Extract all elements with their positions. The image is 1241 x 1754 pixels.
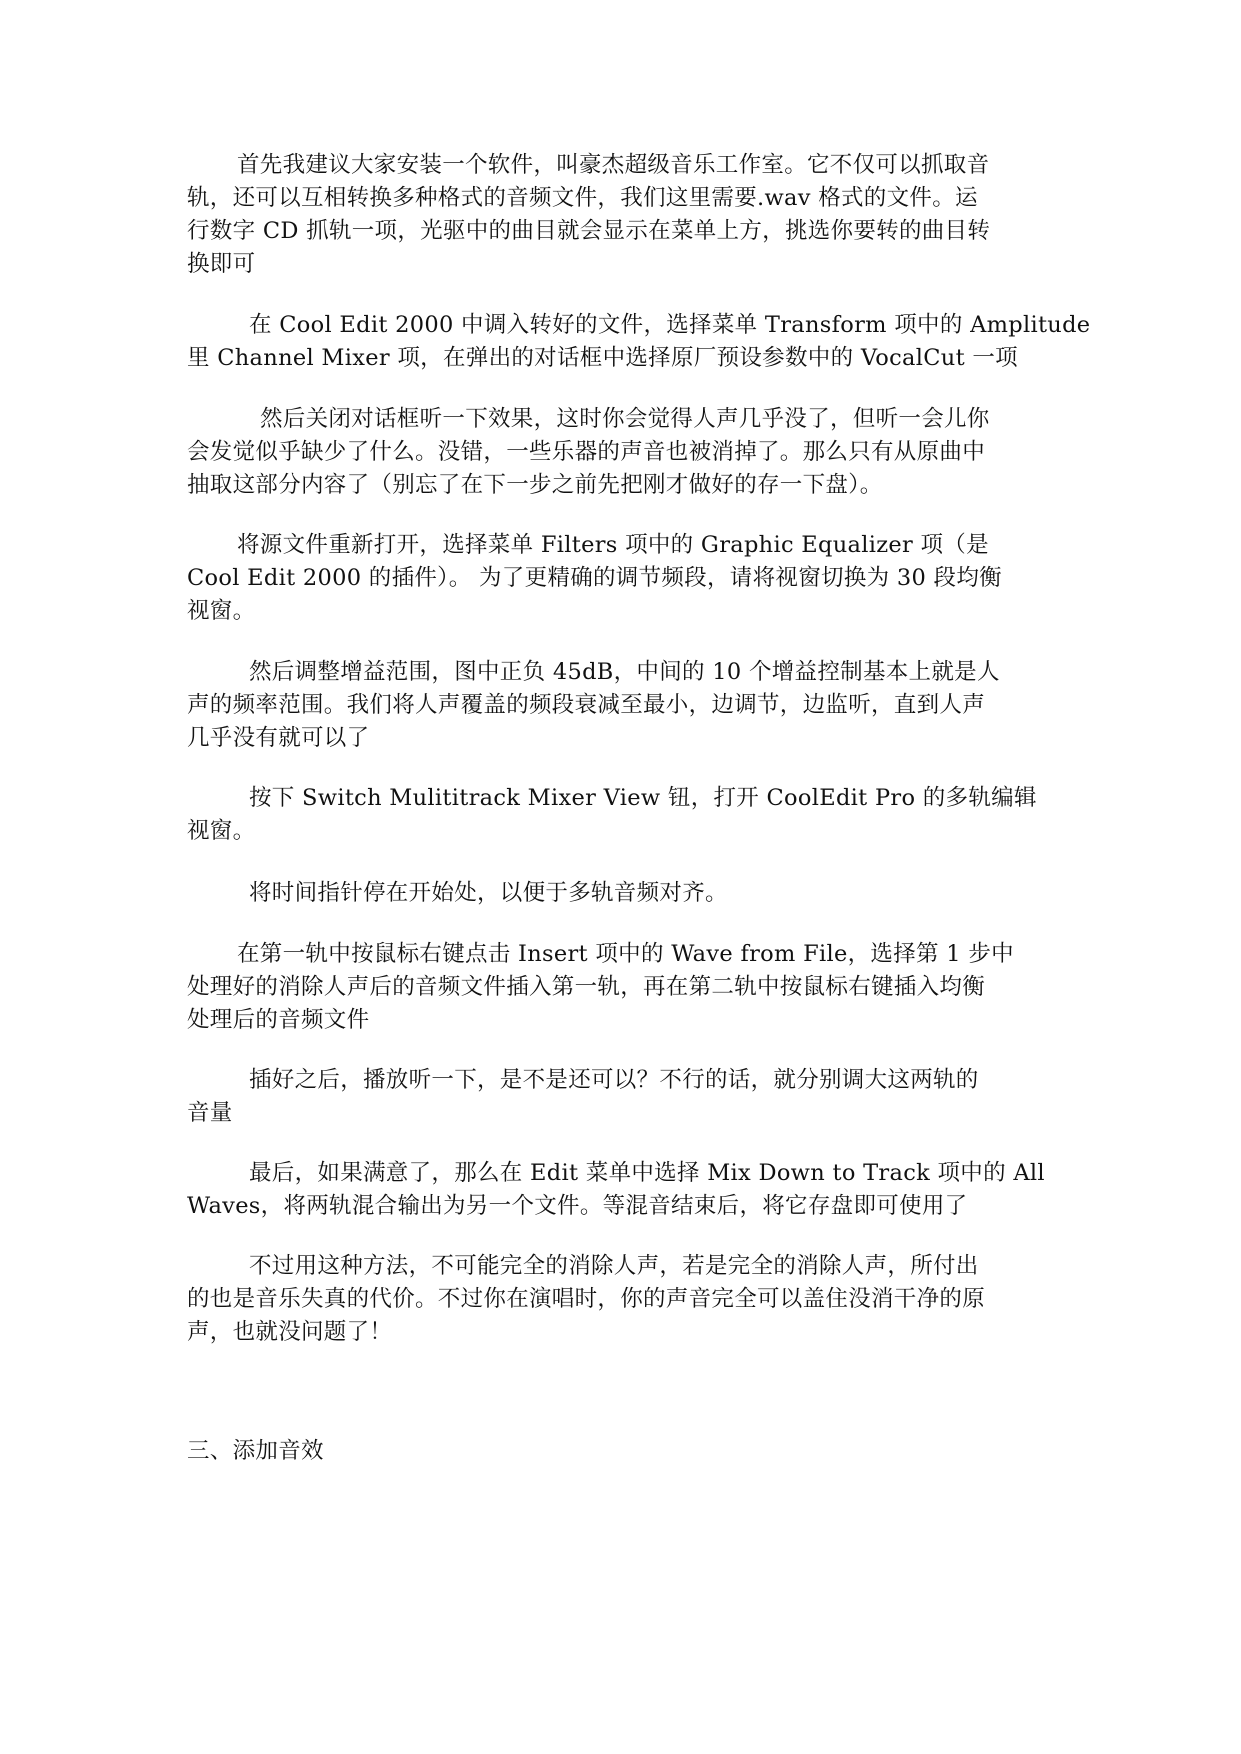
text-line: Waves，将两轨混合输出为另一个文件。等混音结束后，将它存盘即可使用了 — [187, 1193, 968, 1219]
paragraph-install-software — [187, 149, 1087, 281]
text-line: 声的频率范围。我们将人声覆盖的频段衰减至最小，边调节，边监听，直到人声 — [187, 692, 986, 718]
text-line: 音量 — [187, 1100, 233, 1126]
text-line: 不过用这种方法，不可能完全的消除人声，若是完全的消除人声，所付出 — [249, 1253, 979, 1279]
text-line: 最后，如果满意了，那么在 Edit 菜单中选择 Mix Down to Track 项中的 All — [249, 1160, 1045, 1186]
text-line: 处理后的音频文件 — [187, 1007, 370, 1033]
paragraph-close-dialog — [187, 403, 1087, 502]
paragraph-playback — [187, 1064, 1087, 1130]
text-line: 声，也就没问题了！ — [187, 1319, 393, 1345]
text-line: 轨，还可以互相转换多种格式的音频文件，我们这里需要.wav 格式的文件。运 — [187, 185, 978, 211]
text-line: 将时间指针停在开始处，以便于多轨音频对齐。 — [249, 880, 728, 906]
text-line: 抽取这部分内容了（别忘了在下一步之前先把刚才做好的存一下盘）。 — [187, 472, 883, 498]
paragraph-multitrack-view — [187, 782, 1087, 848]
text-line: 然后调整增益范围，图中正负 45dB，中间的 10 个增益控制基本上就是人 — [249, 659, 1000, 685]
text-line: 里 Channel Mixer 项，在弹出的对话框中选择原厂预设参数中的 VocalCut 一项 — [187, 345, 1018, 371]
paragraph-cool-edit-load — [187, 309, 1091, 375]
text-line: 会发觉似乎缺少了什么。没错，一些乐器的声音也被消掉了。那么只有从原曲中 — [187, 439, 986, 465]
text-line: 几乎没有就可以了 — [187, 725, 370, 751]
text-line: Cool Edit 2000 的插件）。 为了更精确的调节频段，请将视窗切换为 30 段均衡 — [187, 565, 1002, 591]
text-line: 处理好的消除人声后的音频文件插入第一轨，再在第二轨中按鼠标右键插入均衡 — [187, 974, 986, 1000]
text-line: 的也是音乐失真的代价。不过你在演唱时，你的声音完全可以盖住没消干净的原 — [187, 1286, 986, 1312]
paragraph-time-pointer — [187, 877, 1087, 910]
paragraph-insert-wave — [187, 938, 1087, 1037]
text-line: 首先我建议大家安装一个软件，叫豪杰超级音乐工作室。它不仅可以抓取音 — [237, 152, 990, 178]
paragraph-gain-range — [187, 656, 1087, 755]
text-line: 然后关闭对话框听一下效果，这时你会觉得人声几乎没了，但听一会儿你 — [260, 406, 990, 432]
paragraph-graphic-equalizer — [187, 529, 1087, 628]
paragraph-mix-down — [187, 1157, 1087, 1223]
text-line: 插好之后，播放听一下，是不是还可以？不行的话，就分别调大这两轨的 — [249, 1067, 979, 1093]
text-line: 视窗。 — [187, 598, 256, 624]
text-line: 将源文件重新打开，选择菜单 Filters 项中的 Graphic Equalizer 项（是 — [237, 532, 989, 558]
section-heading-text: 三、添加音效 — [187, 1438, 324, 1464]
text-line: 换即可 — [187, 251, 256, 277]
text-line: 视窗。 — [187, 818, 256, 844]
text-line: 在 Cool Edit 2000 中调入转好的文件，选择菜单 Transform 项中的 Amplitude — [249, 312, 1091, 338]
text-line: 行数字 CD 抓轨一项，光驱中的曲目就会显示在菜单上方，挑选你要转的曲目转 — [187, 218, 991, 244]
text-line: 按下 Switch Mulititrack Mixer View 钮，打开 CoolEdit Pro 的多轨编辑 — [249, 785, 1037, 811]
text-line: 在第一轨中按鼠标右键点击 Insert 项中的 Wave from File，选择第 1 步中 — [237, 941, 1014, 967]
paragraph-conclusion — [187, 1250, 1087, 1349]
section-heading — [187, 1435, 1087, 1468]
